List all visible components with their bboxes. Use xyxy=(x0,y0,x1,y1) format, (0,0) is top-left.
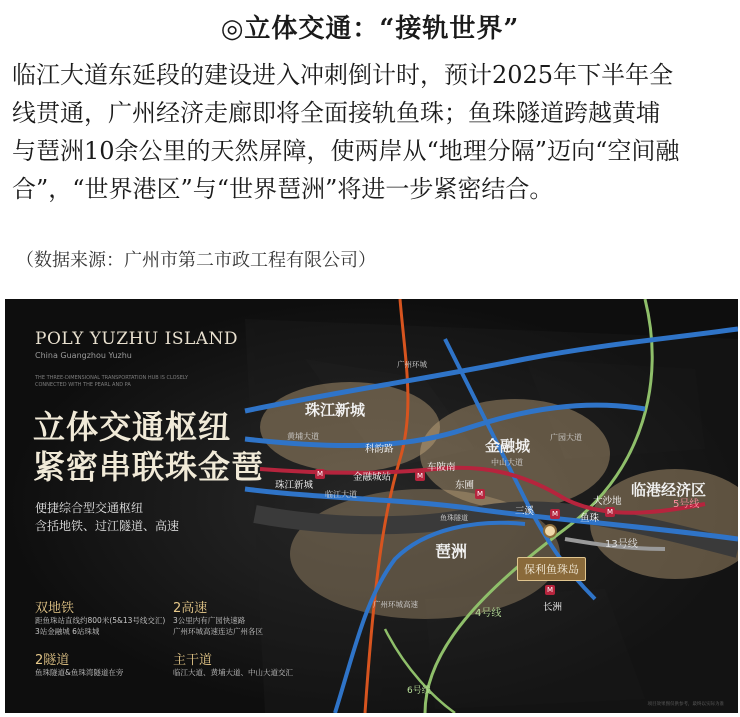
place-zhujiang-new-town: 珠江新城 xyxy=(305,401,366,419)
paragraph-line: 与琶洲10余公里的天然屏障，使两岸从“地理分隔”迈向“空间融 xyxy=(12,137,680,165)
road-label-huangpu: 黄埔大道 xyxy=(287,432,319,441)
info-metro-line2: 3站金融城 6站珠城 xyxy=(35,627,100,636)
road-label-ring-expressway: 广州环城高速 xyxy=(373,600,418,609)
station-dashadi: 大沙地 xyxy=(593,496,622,507)
headline-line-2: 紧密串联珠金琶 xyxy=(33,448,265,486)
paragraph-line: 临江大道东延段的建设进入冲刺倒计时，预计2025年下半年全 xyxy=(12,61,674,89)
place-pazhou: 琶洲 xyxy=(435,542,468,561)
station-chebeinan: 车陂南 xyxy=(427,462,456,473)
transport-map-image xyxy=(5,299,738,713)
district-zhujiang xyxy=(260,382,440,472)
station-sanxi: 三溪 xyxy=(515,506,535,517)
article-text-block xyxy=(0,0,740,290)
info-metro-title: 双地铁 xyxy=(35,601,75,616)
line-label-13: 13号线 xyxy=(605,539,638,550)
info-highway-line1: 3公里内有广园快速路 xyxy=(173,616,246,625)
metro-station-icon: M xyxy=(316,470,324,478)
data-source-note: （数据来源：广州市第二市政工程有限公司） xyxy=(16,250,376,271)
road-label-guangyuan: 广园大道 xyxy=(550,433,582,442)
info-highway-title: 2高速 xyxy=(173,601,208,616)
headline-line-1: 立体交通枢纽 xyxy=(33,408,232,446)
brand-subtitle: China Guangzhou Yuzhu xyxy=(35,351,132,360)
info-trunk-title: 主干道 xyxy=(173,653,213,668)
metro-station-icon: M xyxy=(551,510,559,518)
metro-station-icon: M xyxy=(546,586,554,594)
line-label-5: 5号线 xyxy=(673,499,700,510)
map-subheading-2: 含括地铁、过江隧道、高速 xyxy=(35,519,180,533)
info-tunnel-line1: 鱼珠隧道&鱼珠湾隧道在旁 xyxy=(35,668,124,677)
line-label-4: 4号线 xyxy=(475,608,502,619)
metro-station-icon: M xyxy=(416,472,424,480)
section-heading: ◎立体交通：“接轨世界” xyxy=(220,14,520,44)
station-jinrongcheng: 金融城站 xyxy=(353,472,392,483)
info-tunnel-title: 2隧道 xyxy=(35,653,70,668)
place-financial-city: 金融城 xyxy=(485,437,531,455)
project-name-tag: 保利鱼珠岛 xyxy=(517,557,586,581)
disclaimer-fine-print: 项目效果图仅供参考，最终以实际为准 xyxy=(647,702,724,707)
place-linggang-zone: 临港经济区 xyxy=(631,481,707,499)
line-label-6: 6号线 xyxy=(407,686,431,696)
article-paragraph xyxy=(12,56,732,208)
brand-description: THE THREE-DIMENSIONAL TRANSPORTATION HUB IS CLOSELY CONNECTED WITH THE PEARL AND PA xyxy=(35,375,189,388)
map-subheading-1: 便捷综合型交通枢纽 xyxy=(35,501,144,515)
brand-logo-text: POLY YUZHU ISLAND xyxy=(35,329,239,349)
info-highway-line2: 广州环城高速连达广州各区 xyxy=(173,627,263,636)
road-label-linjiang: 临江大道 xyxy=(325,490,357,499)
metro-station-icon: M xyxy=(606,508,614,516)
project-location-marker xyxy=(544,525,556,537)
station-changzhou: 长洲 xyxy=(543,602,563,613)
paragraph-line: 合”，“世界港区”与“世界琶洲”将进一步紧密结合。 xyxy=(12,175,554,203)
info-metro-line1: 距鱼珠站直线约800米(5&13号线交汇) xyxy=(35,616,166,625)
metro-station-icon: M xyxy=(476,490,484,498)
station-kecun: 科韵路 xyxy=(365,444,394,455)
road-label-zhongshan: 中山大道 xyxy=(491,458,523,467)
info-trunk-line1: 临江大道、黄埔大道、中山大道交汇 xyxy=(173,668,293,677)
paragraph-line: 线贯通，广州经济走廊即将全面接轨鱼珠；鱼珠隧道跨越黄埔 xyxy=(12,99,660,127)
station-dongpu: 东圃 xyxy=(455,480,475,491)
map-headline xyxy=(33,407,264,487)
road-label-north-ring: 广州环城 xyxy=(397,360,427,369)
station-yuzhu: 鱼珠 xyxy=(580,513,600,524)
road-label-yuzhu-tunnel: 鱼珠隧道 xyxy=(440,514,468,522)
station-zhujiang-new-town: 珠江新城 xyxy=(275,480,314,491)
